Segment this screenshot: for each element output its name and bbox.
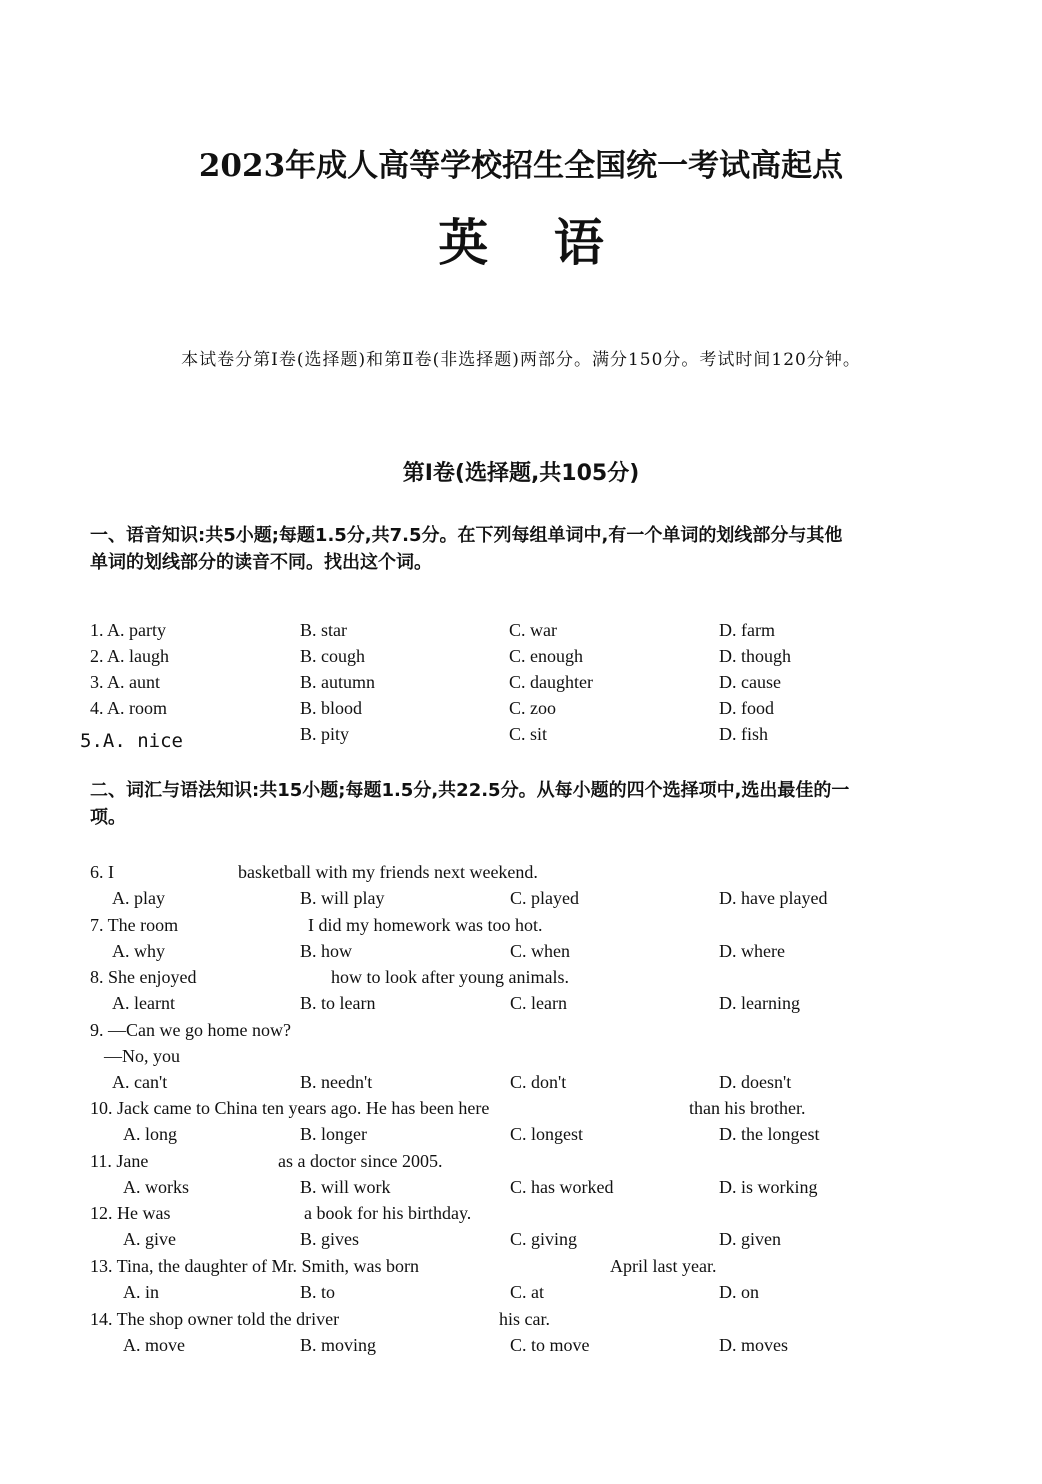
option-c: C. played bbox=[510, 888, 579, 908]
option-b: B. cough bbox=[300, 646, 365, 666]
stem-part-b: a book for his birthday. bbox=[304, 1203, 472, 1223]
option-b: B. gives bbox=[300, 1229, 360, 1249]
option-c: C. sit bbox=[509, 724, 548, 744]
question-options bbox=[90, 1124, 970, 1150]
option-d: D. food bbox=[719, 698, 774, 718]
option-d: D. learning bbox=[719, 993, 800, 1013]
option-a: A. give bbox=[123, 1229, 176, 1249]
option-c: C. longest bbox=[510, 1124, 584, 1144]
option-d: D. moves bbox=[719, 1335, 788, 1355]
question-options bbox=[90, 941, 970, 967]
option-b: B. how bbox=[300, 941, 353, 961]
option-b: B. longer bbox=[300, 1124, 367, 1144]
question-stem-extra bbox=[90, 1046, 970, 1072]
option-a: 3. A. aunt bbox=[90, 672, 160, 692]
stem-part-b: than his brother. bbox=[689, 1098, 806, 1118]
stem-part-b: I did my homework was too hot. bbox=[308, 915, 543, 935]
option-d: D. is working bbox=[719, 1177, 818, 1197]
option-a: A. in bbox=[123, 1282, 159, 1302]
exam-intro: 本试卷分第Ⅰ卷(选择题)和第Ⅱ卷(非选择题)两部分。满分150分。考试时间120分钟。 bbox=[181, 350, 861, 370]
option-d: D. though bbox=[719, 646, 791, 666]
stem-part-a: 12. He was bbox=[90, 1203, 171, 1223]
stem-part-a: 8. She enjoyed bbox=[90, 967, 197, 987]
option-c: C. when bbox=[510, 941, 570, 961]
question-stem bbox=[90, 1020, 970, 1046]
phonetics-item bbox=[90, 698, 970, 724]
option-a: A. can't bbox=[112, 1072, 168, 1092]
option-b: B. to bbox=[300, 1282, 336, 1302]
section1-instruction-line2: 单词的划线部分的读音不同。找出这个词。 bbox=[90, 552, 432, 573]
question-options bbox=[90, 1177, 970, 1203]
stem-part-b: how to look after young animals. bbox=[331, 967, 569, 987]
section1-instruction-line1: 一、语音知识:共5小题;每题1.5分,共7.5分。在下列每组单词中,有一个单词的划线部分与其他 bbox=[90, 525, 843, 546]
option-b: B. to learn bbox=[300, 993, 376, 1013]
phonetics-item bbox=[90, 646, 970, 672]
question-options bbox=[90, 1072, 970, 1098]
question-options bbox=[90, 1229, 970, 1255]
option-b: B. moving bbox=[300, 1335, 377, 1355]
option-a: A. play bbox=[112, 888, 165, 908]
stem-part-b: as a doctor since 2005. bbox=[278, 1151, 443, 1171]
option-d: D. fish bbox=[719, 724, 768, 744]
option-c: C. has worked bbox=[510, 1177, 614, 1197]
option-d: D. on bbox=[719, 1282, 759, 1302]
option-c: C. to move bbox=[510, 1335, 590, 1355]
part1-title: 第Ⅰ卷(选择题,共105分) bbox=[402, 461, 640, 486]
question-stem bbox=[90, 967, 970, 993]
option-c: C. enough bbox=[509, 646, 583, 666]
option-c: C. learn bbox=[510, 993, 567, 1013]
section2-instruction-line2: 项。 bbox=[90, 807, 126, 828]
option-b: B. pity bbox=[300, 724, 350, 744]
option-d: D. given bbox=[719, 1229, 781, 1249]
option-b: B. needn't bbox=[300, 1072, 373, 1092]
option-d: D. cause bbox=[719, 672, 781, 692]
option-d: D. farm bbox=[719, 620, 775, 640]
exam-title: 2023年成人高等学校招生全国统一考试高起点 bbox=[198, 148, 844, 184]
option-d: D. the longest bbox=[719, 1124, 820, 1144]
stem-part-a: 7. The room bbox=[90, 915, 179, 935]
option-c: C. war bbox=[509, 620, 557, 640]
option-c: C. don't bbox=[510, 1072, 567, 1092]
question-stem bbox=[90, 862, 970, 888]
question-stem bbox=[90, 1256, 970, 1282]
option-b: B. will play bbox=[300, 888, 385, 908]
option-a: 4. A. room bbox=[90, 698, 168, 718]
option-a: 1. A. party bbox=[90, 620, 166, 640]
phonetics-item bbox=[90, 620, 970, 646]
exam-subject: 英 语 bbox=[438, 214, 604, 272]
option-a: A. long bbox=[123, 1124, 177, 1144]
section2-instruction-line1: 二、词汇与语法知识:共15小题;每题1.5分,共22.5分。从每小题的四个选择项中,选出最佳的一 bbox=[90, 780, 850, 801]
stem-part-a: 9. —Can we go home now? bbox=[90, 1020, 291, 1040]
question-options bbox=[90, 993, 970, 1019]
phonetics-item bbox=[80, 724, 970, 752]
stem-part-a: 6. I bbox=[90, 862, 114, 882]
option-a: 2. A. laugh bbox=[90, 646, 169, 666]
question-stem bbox=[90, 1309, 970, 1335]
stem-part-a: 11. Jane bbox=[90, 1151, 149, 1171]
section1-instruction bbox=[90, 522, 995, 576]
option-d: D. doesn't bbox=[719, 1072, 792, 1092]
question-options bbox=[90, 1335, 970, 1361]
option-a: A. works bbox=[123, 1177, 189, 1197]
option-b: B. star bbox=[300, 620, 347, 640]
stem-part-a: 14. The shop owner told the driver bbox=[90, 1309, 340, 1329]
question-stem bbox=[90, 1151, 970, 1177]
stem-part-b: basketball with my friends next weekend. bbox=[238, 862, 538, 882]
option-b: B. will work bbox=[300, 1177, 391, 1197]
stem-part-a: 13. Tina, the daughter of Mr. Smith, was born bbox=[90, 1256, 419, 1276]
option-c: C. daughter bbox=[509, 672, 593, 692]
question-options bbox=[90, 888, 970, 914]
option-a: A. why bbox=[112, 941, 165, 961]
stem-part-b: his car. bbox=[499, 1309, 550, 1329]
option-a: A. move bbox=[123, 1335, 185, 1355]
question-options bbox=[90, 1282, 970, 1308]
option-c: C. giving bbox=[510, 1229, 578, 1249]
option-d: D. where bbox=[719, 941, 785, 961]
option-c: C. zoo bbox=[509, 698, 556, 718]
option-c: C. at bbox=[510, 1282, 544, 1302]
option-a: A. learnt bbox=[112, 993, 175, 1013]
stem-part-a: 10. Jack came to China ten years ago. He has been here bbox=[90, 1098, 490, 1118]
option-b: B. blood bbox=[300, 698, 363, 718]
stem-part-b: April last year. bbox=[610, 1256, 717, 1276]
question-stem bbox=[90, 1203, 970, 1229]
section2-instruction bbox=[90, 777, 995, 831]
option-d: D. have played bbox=[719, 888, 828, 908]
option-a: 5.A. nice bbox=[80, 730, 183, 752]
question-stem bbox=[90, 915, 970, 941]
question-stem bbox=[90, 1098, 970, 1124]
phonetics-item bbox=[90, 672, 970, 698]
option-b: B. autumn bbox=[300, 672, 375, 692]
stem-extra: —No, you bbox=[104, 1046, 180, 1066]
